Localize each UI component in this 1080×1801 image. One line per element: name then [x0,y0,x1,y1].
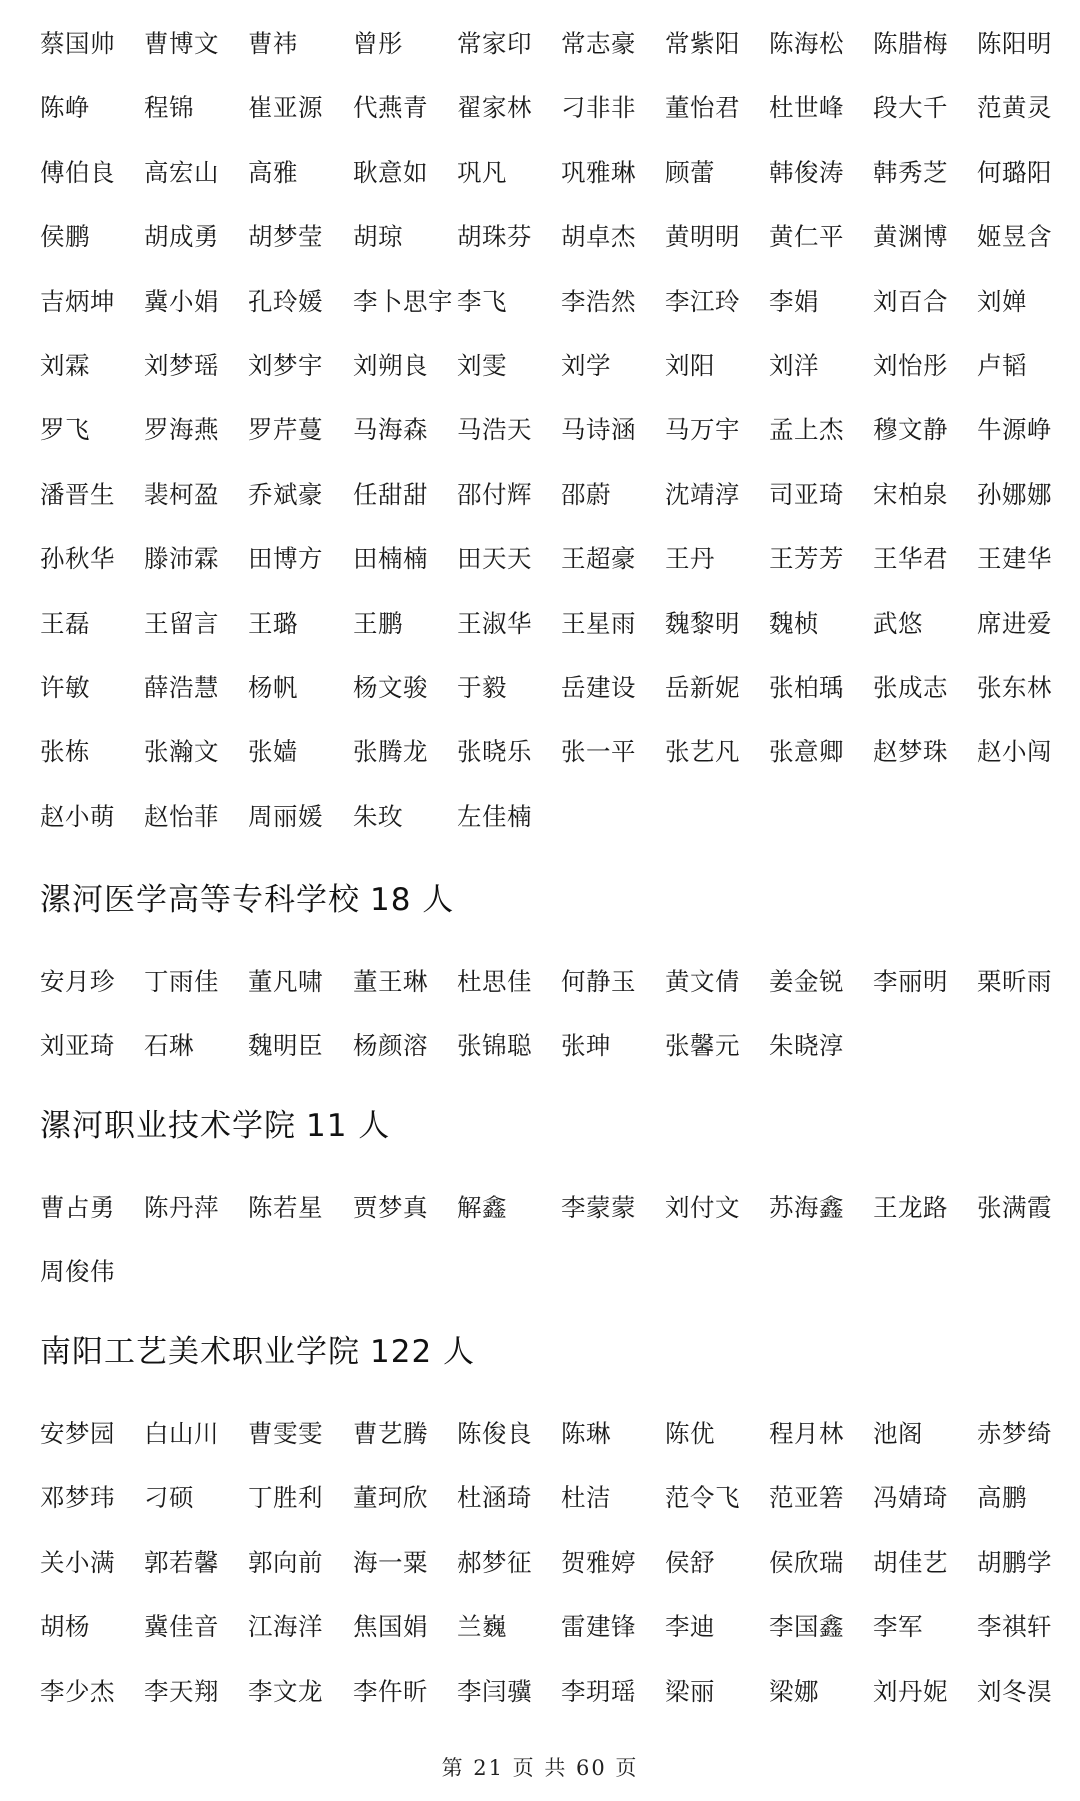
person-name: 张晓乐 [457,737,532,767]
person-name: 张瀚文 [144,737,219,767]
person-name: 李蒙蒙 [561,1193,636,1222]
person-name: 耿意如 [353,157,428,187]
person-name: 张艺凡 [665,737,740,767]
name-row [40,280,1050,344]
person-name: 张柏瑀 [769,672,844,702]
person-name: 何璐阳 [977,157,1052,187]
person-name: 冀佳音 [144,1612,219,1642]
person-name: 胡琼 [353,222,403,252]
person-name: 陈若星 [248,1193,323,1222]
person-name: 武悠 [873,608,923,638]
person-name: 张满霞 [977,1193,1052,1222]
person-name: 刘霖 [40,350,90,380]
name-row [40,795,1050,859]
person-name: 李军 [873,1612,923,1642]
person-name: 马诗涵 [561,415,636,445]
name-list [40,22,1050,859]
person-name: 刘梦瑶 [144,350,219,380]
person-name: 朱晓淳 [769,1031,844,1061]
person-name: 翟家林 [457,93,532,123]
page-footer: 第 21 页 共 60 页 [441,1756,639,1780]
name-list [40,1186,1050,1315]
person-name: 潘晋生 [40,479,115,509]
person-name: 邵付辉 [457,479,532,509]
person-name: 李江玲 [665,286,740,316]
person-name: 左佳楠 [457,801,532,831]
person-name: 赵梦珠 [873,737,948,767]
person-name: 刘学 [561,350,611,380]
name-row [40,344,1050,408]
person-name: 乔斌豪 [248,479,323,509]
name-row [40,151,1050,215]
person-name: 王龙路 [873,1193,948,1222]
person-name: 范亚箬 [769,1483,844,1513]
person-name: 刘冬淏 [977,1676,1052,1706]
person-name: 赤梦绮 [977,1419,1052,1448]
person-name: 胡杨 [40,1612,90,1642]
person-name: 王星雨 [561,608,636,638]
person-name: 胡成勇 [144,222,219,252]
person-name: 胡梦莹 [248,222,323,252]
person-name: 高宏山 [144,157,219,187]
person-name: 贺雅婷 [561,1547,636,1577]
school-count: 11 人 [306,1108,391,1144]
person-name: 罗飞 [40,415,90,445]
person-name: 牛源峥 [977,415,1052,445]
person-name: 滕沛霖 [144,544,219,574]
name-row [40,602,1050,666]
person-name: 黄文倩 [665,967,740,996]
person-name: 杨文骏 [353,672,428,702]
person-name: 巩凡 [457,157,507,187]
person-name: 范黄灵 [977,93,1052,123]
person-name: 刘付文 [665,1193,740,1222]
person-name: 王丹 [665,544,715,574]
person-name: 李少杰 [40,1676,115,1706]
person-name: 焦国娟 [353,1612,428,1642]
school-name: 漯河医学高等专科学校 [40,882,360,918]
name-row [40,537,1050,601]
person-name: 常紫阳 [665,29,740,58]
person-name: 岳建设 [561,672,636,702]
person-name: 刘百合 [873,286,948,316]
person-name: 张一平 [561,737,636,767]
person-name: 解鑫 [457,1193,507,1222]
person-name: 宋柏泉 [873,479,948,509]
person-name: 杜涵琦 [457,1483,532,1513]
school-name: 南阳工艺美术职业学院 [40,1334,360,1370]
school-heading [40,1332,475,1372]
person-name: 董珂欣 [353,1483,428,1513]
person-name: 胡佳艺 [873,1547,948,1577]
person-name: 刁非非 [561,93,636,123]
person-name: 卢韬 [977,350,1027,380]
school-count: 122 人 [370,1334,476,1370]
person-name: 刘洋 [769,350,819,380]
person-name: 韩秀芝 [873,157,948,187]
person-name: 石琳 [144,1031,194,1061]
person-name: 薛浩慧 [144,672,219,702]
person-name: 董凡啸 [248,967,323,996]
person-name: 田博方 [248,544,323,574]
person-name: 王建华 [977,544,1052,574]
person-name: 李国鑫 [769,1612,844,1642]
person-name: 贾梦真 [353,1193,428,1222]
person-name: 姜金锐 [769,967,844,996]
person-name: 刘梦宇 [248,350,323,380]
person-name: 裴柯盈 [144,479,219,509]
name-list [40,1412,1050,1734]
person-name: 蔡国帅 [40,29,115,58]
person-name: 邵蔚 [561,479,611,509]
person-name: 周丽媛 [248,801,323,831]
person-name: 李卜思宇 [353,286,453,316]
person-name: 张嫱 [248,737,298,767]
person-name: 丁雨佳 [144,967,219,996]
person-name: 董王琳 [353,967,428,996]
person-name: 李迪 [665,1612,715,1642]
person-name: 周俊伟 [40,1257,115,1287]
school-count: 18 人 [370,882,455,918]
person-name: 刘婵 [977,286,1027,316]
person-name: 魏明臣 [248,1031,323,1061]
person-name: 韩俊涛 [769,157,844,187]
person-name: 李娟 [769,286,819,316]
person-name: 代燕青 [353,93,428,123]
person-name: 杨颜溶 [353,1031,428,1061]
person-name: 郭向前 [248,1547,323,1577]
person-name: 赵小萌 [40,801,115,831]
person-name: 席进爱 [977,608,1052,638]
person-name: 刁硕 [144,1483,194,1513]
name-row [40,730,1050,794]
person-name: 高鹏 [977,1483,1027,1513]
name-row [40,1024,1050,1088]
person-name: 孔玲媛 [248,286,323,316]
person-name: 王磊 [40,608,90,638]
person-name: 冯婧琦 [873,1483,948,1513]
person-name: 郭若馨 [144,1547,219,1577]
person-name: 梁娜 [769,1676,819,1706]
person-name: 许敏 [40,672,90,702]
person-name: 黄渊博 [873,222,948,252]
person-name: 兰巍 [457,1612,507,1642]
name-row [40,215,1050,279]
person-name: 魏黎明 [665,608,740,638]
person-name: 岳新妮 [665,672,740,702]
person-name: 杜洁 [561,1483,611,1513]
person-name: 李丽明 [873,967,948,996]
name-row [40,473,1050,537]
person-name: 郝梦征 [457,1547,532,1577]
person-name: 王璐 [248,608,298,638]
person-name: 何静玉 [561,967,636,996]
person-name: 侯欣瑞 [769,1547,844,1577]
person-name: 穆文静 [873,415,948,445]
school-heading [40,1106,390,1146]
person-name: 常家印 [457,29,532,58]
person-name: 刘亚琦 [40,1031,115,1061]
person-name: 白山川 [144,1419,219,1448]
person-name: 王华君 [873,544,948,574]
person-name: 丁胜利 [248,1483,323,1513]
person-name: 雷建锋 [561,1612,636,1642]
person-name: 陈琳 [561,1419,611,1448]
person-name: 杨帆 [248,672,298,702]
person-name: 栗昕雨 [977,967,1052,996]
person-name: 田天天 [457,544,532,574]
name-list [40,960,1050,1089]
person-name: 李玥瑶 [561,1676,636,1706]
person-name: 刘阳 [665,350,715,380]
person-name: 李闫骥 [457,1676,532,1706]
person-name: 顾蕾 [665,157,715,187]
person-name: 李文龙 [248,1676,323,1706]
name-row [40,86,1050,150]
person-name: 张意卿 [769,737,844,767]
person-name: 段大千 [873,93,948,123]
school-name: 漯河职业技术学院 [40,1108,296,1144]
person-name: 陈俊良 [457,1419,532,1448]
person-name: 李祺轩 [977,1612,1052,1642]
person-name: 魏桢 [769,608,819,638]
person-name: 罗海燕 [144,415,219,445]
person-name: 杜世峰 [769,93,844,123]
person-name: 安月珍 [40,967,115,996]
name-row [40,22,1050,86]
person-name: 孙娜娜 [977,479,1052,509]
person-name: 邓梦玮 [40,1483,115,1513]
person-name: 于毅 [457,672,507,702]
person-name: 曹雯雯 [248,1419,323,1448]
name-row [40,1670,1050,1734]
person-name: 海一粟 [353,1547,428,1577]
person-name: 马海森 [353,415,428,445]
person-name: 王超豪 [561,544,636,574]
person-name: 关小满 [40,1547,115,1577]
person-name: 张锦聪 [457,1031,532,1061]
name-row [40,1186,1050,1250]
person-name: 刘怡彤 [873,350,948,380]
school-heading [40,880,454,920]
person-name: 曹祎 [248,29,298,58]
person-name: 陈丹萍 [144,1193,219,1222]
person-name: 侯舒 [665,1547,715,1577]
name-row [40,1541,1050,1605]
person-name: 安梦园 [40,1419,115,1448]
person-name: 崔亚源 [248,93,323,123]
name-row [40,960,1050,1024]
person-name: 陈峥 [40,93,90,123]
name-row [40,1250,1050,1314]
person-name: 程锦 [144,93,194,123]
person-name: 李飞 [457,286,507,316]
person-name: 陈腊梅 [873,29,948,58]
person-name: 胡珠芬 [457,222,532,252]
person-name: 傅伯良 [40,157,115,187]
person-name: 苏海鑫 [769,1193,844,1222]
name-row [40,1412,1050,1476]
person-name: 王鹏 [353,608,403,638]
person-name: 张成志 [873,672,948,702]
person-name: 王淑华 [457,608,532,638]
person-name: 王留言 [144,608,219,638]
person-name: 高雅 [248,157,298,187]
person-name: 江海洋 [248,1612,323,1642]
person-name: 范令飞 [665,1483,740,1513]
person-name: 董怡君 [665,93,740,123]
person-name: 曹占勇 [40,1193,115,1222]
person-name: 侯鹏 [40,222,90,252]
person-name: 黄明明 [665,222,740,252]
person-name: 刘朔良 [353,350,428,380]
person-name: 冀小娟 [144,286,219,316]
person-name: 程月林 [769,1419,844,1448]
person-name: 张腾龙 [353,737,428,767]
person-name: 曹艺腾 [353,1419,428,1448]
person-name: 黄仁平 [769,222,844,252]
person-name: 陈阳明 [977,29,1052,58]
person-name: 李浩然 [561,286,636,316]
person-name: 李仵昕 [353,1676,428,1706]
person-name: 张珅 [561,1031,611,1061]
person-name: 王芳芳 [769,544,844,574]
person-name: 吉炳坤 [40,286,115,316]
person-name: 胡鹏学 [977,1547,1052,1577]
person-name: 陈优 [665,1419,715,1448]
person-name: 姬昱含 [977,222,1052,252]
person-name: 巩雅琳 [561,157,636,187]
person-name: 马浩天 [457,415,532,445]
person-name: 刘雯 [457,350,507,380]
person-name: 田楠楠 [353,544,428,574]
person-name: 张馨元 [665,1031,740,1061]
person-name: 梁丽 [665,1676,715,1706]
person-name: 曹博文 [144,29,219,58]
person-name: 孙秋华 [40,544,115,574]
person-name: 胡卓杰 [561,222,636,252]
person-name: 刘丹妮 [873,1676,948,1706]
name-row [40,408,1050,472]
person-name: 李天翔 [144,1676,219,1706]
name-row [40,1476,1050,1540]
person-name: 张栋 [40,737,90,767]
person-name: 沈靖淳 [665,479,740,509]
name-row [40,666,1050,730]
person-name: 杜思佳 [457,967,532,996]
person-name: 孟上杰 [769,415,844,445]
person-name: 常志豪 [561,29,636,58]
person-name: 赵怡菲 [144,801,219,831]
name-row [40,1605,1050,1669]
person-name: 朱玫 [353,801,403,831]
person-name: 陈海松 [769,29,844,58]
person-name: 罗芹蔓 [248,415,323,445]
person-name: 池阁 [873,1419,923,1448]
person-name: 曾彤 [353,29,403,58]
person-name: 赵小闯 [977,737,1052,767]
person-name: 张东林 [977,672,1052,702]
person-name: 司亚琦 [769,479,844,509]
person-name: 马万宇 [665,415,740,445]
person-name: 任甜甜 [353,479,428,509]
